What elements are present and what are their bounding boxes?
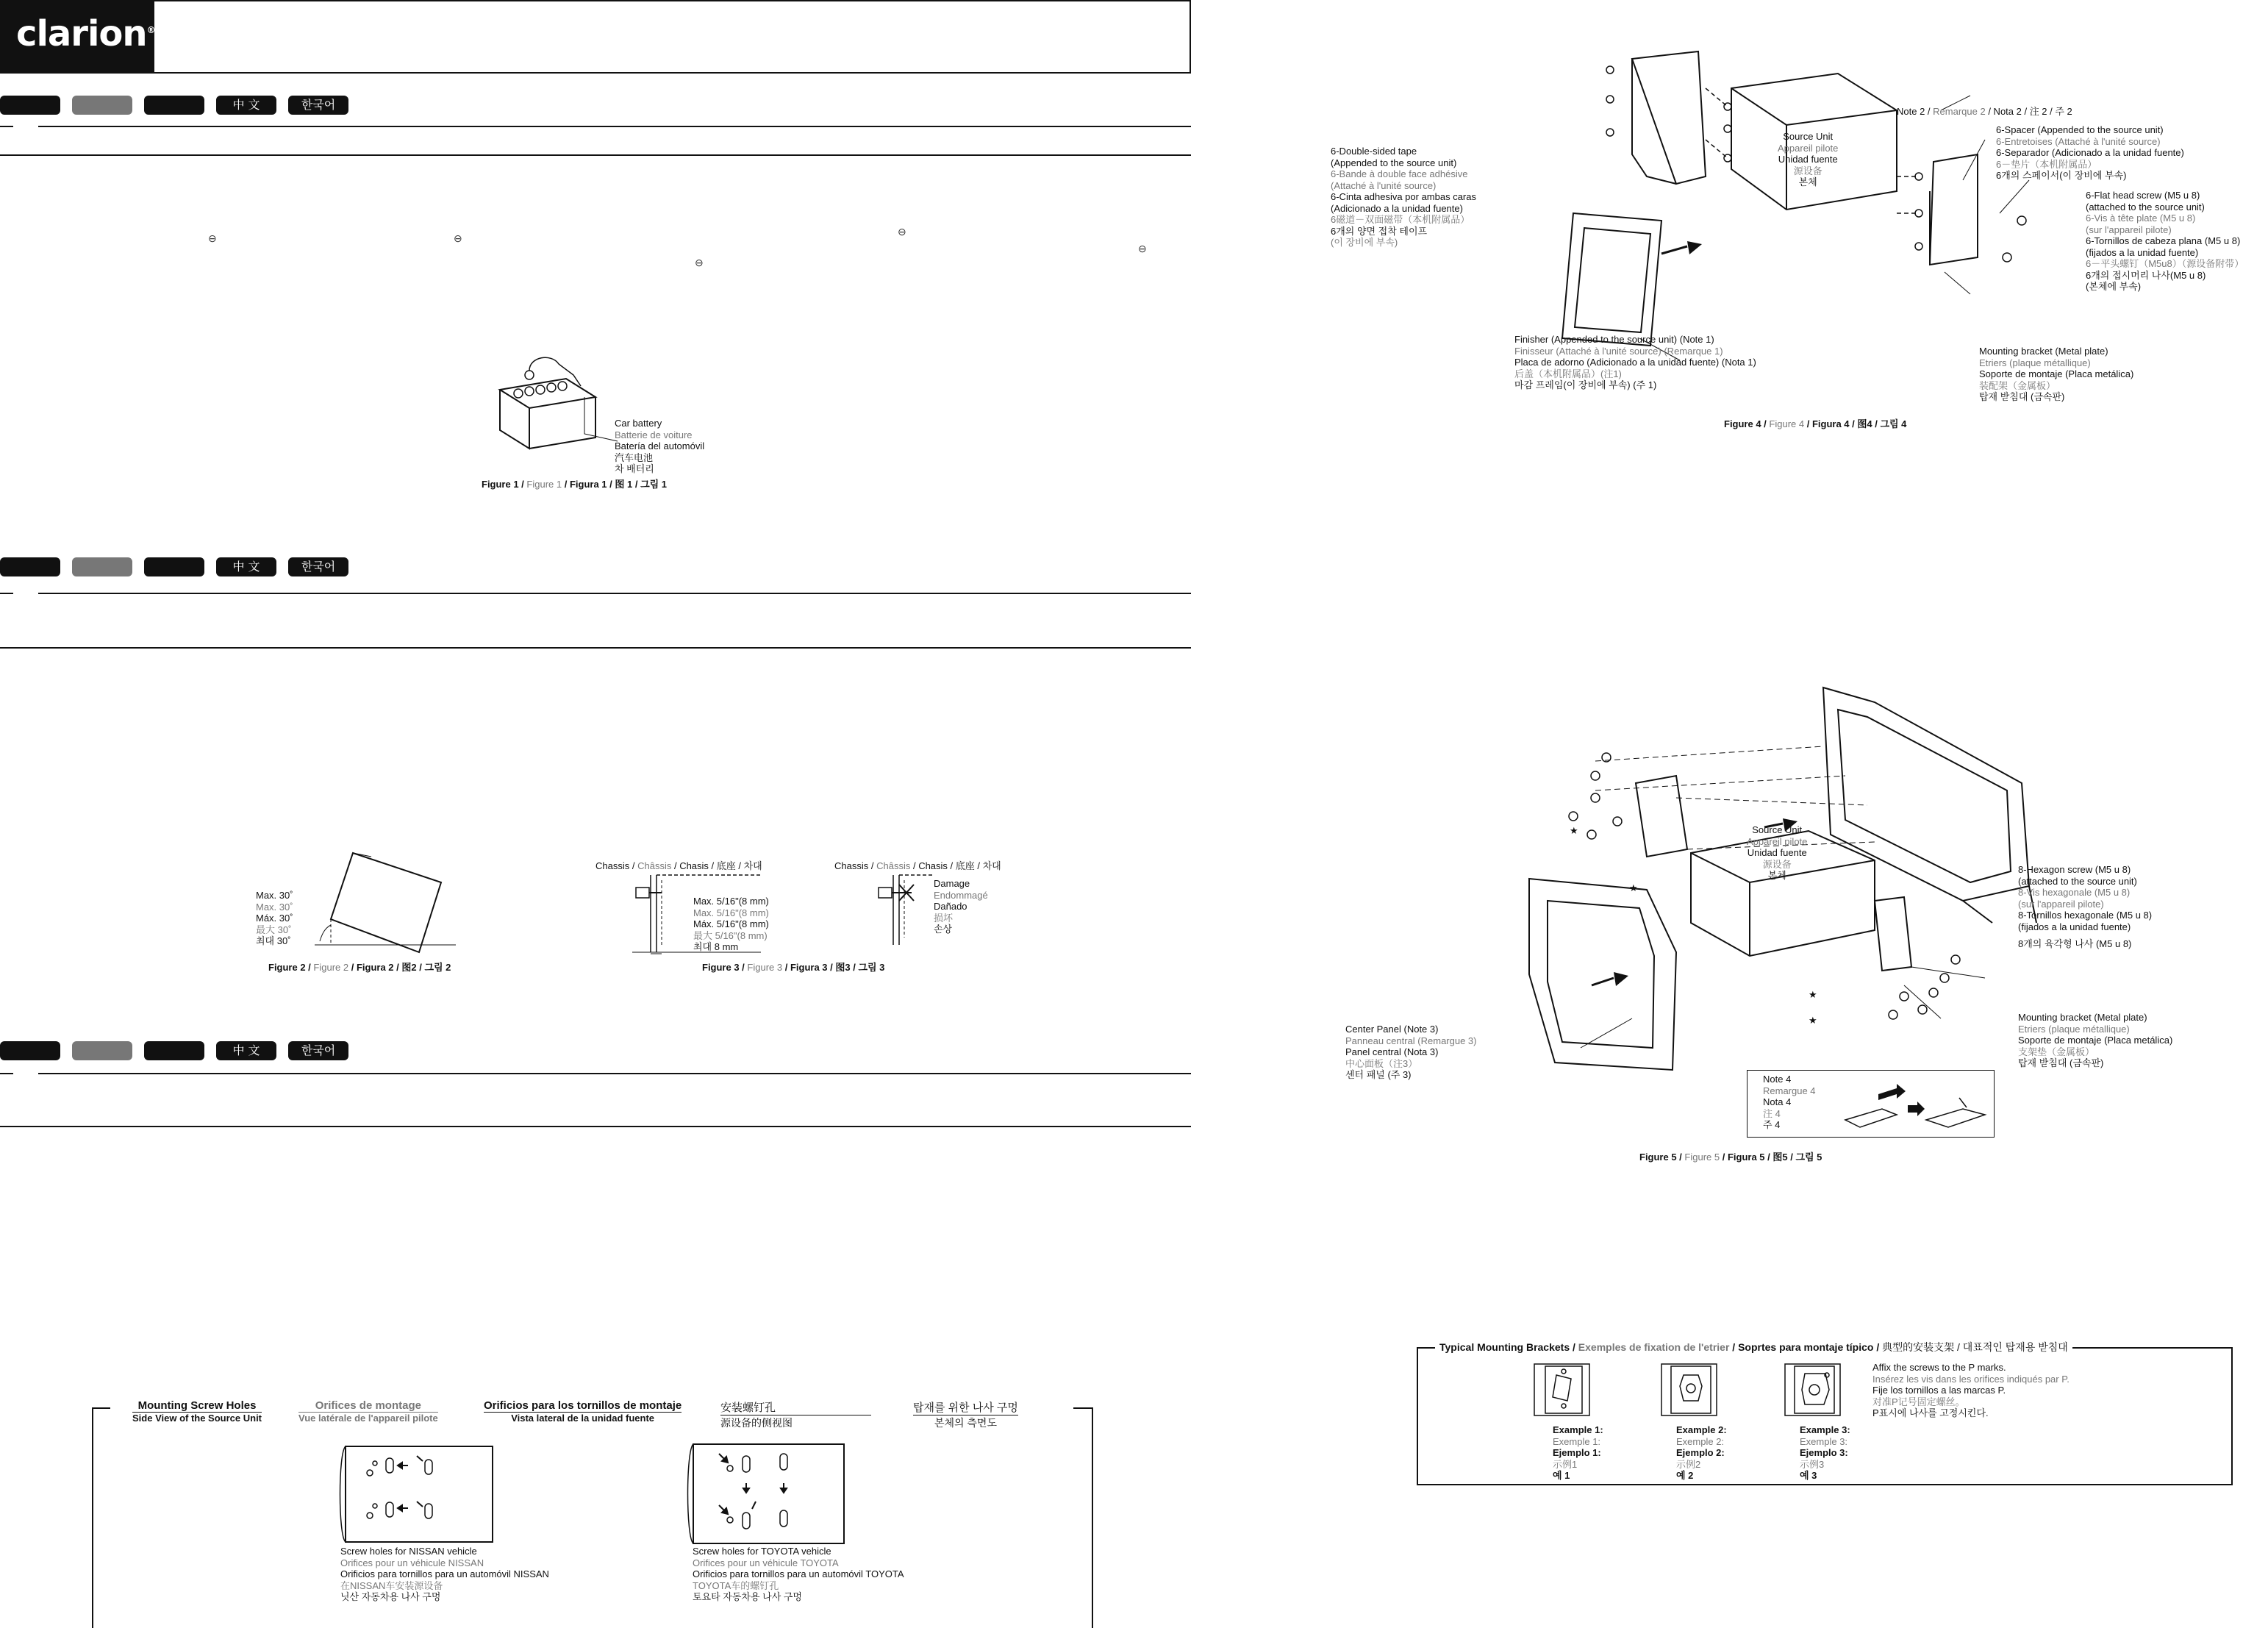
source-unit-label-fig5: Source Unit Appareil pilote Unidad fuente 源设备 본체 <box>1747 824 1808 881</box>
battery-labels: Car battery Batterie de voiture Batería del automóvil 汽车电池 차 배터리 <box>615 418 705 474</box>
figure-5-caption: Figure 5 / Figure 5 / Figura 5 / 图5 / 그림 5 <box>1639 1152 1822 1163</box>
tab-korean[interactable]: 한국어 <box>288 96 348 115</box>
language-tabs-3 <box>0 1041 353 1060</box>
bracket-example-2-diagram <box>1658 1360 1724 1419</box>
bracket-labels-fig5: Mounting bracket (Metal plate) Etriers (plaque métallique) Soporte de montaje (Placa metálica) 支架垫（金属板） 탑재 받침대 (금속판) <box>2018 1012 2173 1068</box>
minus-icon: ⊖ <box>695 257 704 268</box>
example-2-labels: Example 2: Exemple 2: Ejemplo 2: 示例2 예 2 <box>1676 1424 1727 1481</box>
tab-chinese[interactable]: 中 文 <box>216 557 276 576</box>
tab-english[interactable] <box>0 557 60 576</box>
star-marker: ★ <box>1570 825 1578 836</box>
star-marker: ★ <box>1809 989 1817 1000</box>
figure-4-exploded-diagram <box>1559 44 2073 368</box>
tab-spanish[interactable] <box>144 557 204 576</box>
minus-icon: ⊖ <box>898 226 906 238</box>
tab-chinese[interactable]: 中 文 <box>216 1041 276 1060</box>
source-unit-label-fig4: Source Unit Appareil pilote Unidad fuente 源设备 본체 <box>1778 131 1839 188</box>
damage-labels: Damage Endommagé Dañado 损坏 손상 <box>934 878 988 935</box>
section-rule <box>0 593 13 594</box>
figure-1-caption: Figure 1 / Figure 1 / Figura 1 / 图 1 / 그림 1 <box>482 479 668 490</box>
chassis-label-right: Chassis / Châssis / Chasis / 底座 / 차대 <box>834 860 1001 871</box>
tab-chinese[interactable]: 中 文 <box>216 96 276 115</box>
toyota-screw-holes-diagram <box>682 1443 848 1546</box>
nissan-screw-holes-diagram <box>335 1445 496 1544</box>
toyota-labels: Screw holes for TOYOTA vehicle Orifices pour un véhicule TOYOTA Orificios para tornillos para un automóvil TOYOTA TOYOTA车的螺钉孔 토요타 자동차용 나사 구멍 <box>693 1546 904 1602</box>
nissan-labels: Screw holes for NISSAN vehicle Orifices pour un véhicule NISSAN Orificios para tornillos para un automóvil NISSAN 在NISSAN车安装源设备 닛산 자동차용 나사 구멍 <box>340 1546 549 1602</box>
damage-diagram <box>871 871 937 952</box>
section-rule <box>38 126 1191 127</box>
tilt-angle-illustration <box>309 846 456 956</box>
typical-brackets-title: Typical Mounting Brackets / Exemples de fixation de l'etrier / Soprtes para montaje típico / 典型的安装支架 / 대표적인 탑재용 받침대 <box>1435 1340 2072 1354</box>
center-panel-labels: Center Panel (Note 3) Panneau central (Remargue 3) Panel central (Nota 3) 中心面板（注3） 센터 패널 (주 3) <box>1345 1024 1477 1080</box>
clarion-logo: clarion® <box>0 0 154 72</box>
title-english: Mounting Screw Holes Side View of the Source Unit <box>132 1399 262 1424</box>
mounting-screw-holes-box <box>92 1407 1093 1628</box>
tab-korean[interactable]: 한국어 <box>288 557 348 576</box>
section-rule <box>0 154 1191 156</box>
tab-french[interactable] <box>72 96 132 115</box>
angle-labels: Max. 30˚ Max. 30˚ Máx. 30˚ 最大 30˚ 최대 30˚ <box>256 890 293 946</box>
max-depth-labels: Max. 5/16"(8 mm) Max. 5/16"(8 mm) Máx. 5/16"(8 mm) 最大 5/16"(8 mm) 최대 8 mm <box>693 896 769 952</box>
spacer-labels: 6-Spacer (Appended to the source unit) 6-Entretoises (Attaché à l'unité source) 6-Separador (Adicionado a la unidad fuente) 6－垫片（本机附属品） 6개의 스페이서(이 장비에 부속) <box>1996 124 2184 181</box>
tape-labels: 6-Double-sided tape (Appended to the source unit) 6-Bande à double face adhésive (Attaché à l'unité source) 6-Cinta adhesiva por ambas caras (Adicionado a la unidad fuente) 6磁道－双面磁带（本机附属品） 6개의 양면 접착 테이프 (이 장비에 부속) <box>1331 146 1476 248</box>
header-box <box>0 0 1191 74</box>
section-rule <box>0 647 1191 649</box>
finisher-labels: Finisher (Appended to the source unit) (Note 1) Finisseur (Attaché à l'unité source) (Remarque 1) Placa de adorno (Adicionado a la unidad fuente) (Nota 1) 后盖（本机附属品）(注1) 마감 프레임(이 장비에 부속) (주 1) <box>1514 334 1756 390</box>
language-tabs-2 <box>0 557 353 576</box>
flat-screw-labels: 6-Flat head screw (M5 u 8) (attached to the source unit) 6-Vis à tête plate (M5 u 8) (sur l'appareil pilote) 6-Tornillos de cabeza plana (M5 u 8) (fijados a la unidad fuente) 6－平头螺钉（M5u8）（源设备附带） 6개의 접시머리 나사(M5 u 8) (본체에 부속) <box>2086 190 2244 292</box>
hex-screw-labels: 8-Hexagon screw (M5 u 8) (attached to the source unit) 8-Vis hexagonale (M5 u 8) (sur l'appareil pilote) 8-Tornillos hexagonale (M5 u 8) (fijados a la unidad fuente) 8개의 육각형 나사 (M5 u 8) <box>2018 864 2153 949</box>
minus-icon: ⊖ <box>208 232 217 244</box>
example-3-labels: Example 3: Exemple 3: Ejemplo 3: 示例3 예 3 <box>1800 1424 1850 1481</box>
chassis-label-left: Chassis / Châssis / Chasis / 底座 / 차대 <box>595 860 762 871</box>
tab-spanish[interactable] <box>144 96 204 115</box>
bracket-labels-fig4: Mounting bracket (Metal plate) Etriers (plaque métallique) Soporte de montaje (Placa metálica) 装配架（金属板） 탑재 받침대 (금속판) <box>1979 346 2134 402</box>
section-rule <box>38 593 1191 594</box>
section-rule <box>38 1073 1191 1074</box>
star-marker: ★ <box>1809 1015 1817 1026</box>
note-4-labels: Note 4 Remargue 4 Nota 4 注 4 주 4 <box>1763 1074 1816 1130</box>
language-tabs-1 <box>0 96 353 115</box>
tab-french[interactable] <box>72 1041 132 1060</box>
title-korean: 탑재를 위한 나사 구멍 본체의 측면도 <box>913 1402 1018 1429</box>
star-marker: ★ <box>1629 882 1638 893</box>
tab-korean[interactable]: 한국어 <box>288 1041 348 1060</box>
figure-2-caption: Figure 2 / Figure 2 / Figura 2 / 图2 / 그림 2 <box>268 962 451 973</box>
tab-french[interactable] <box>72 557 132 576</box>
tab-english[interactable] <box>0 96 60 115</box>
example-1-labels: Example 1: Exemple 1: Ejemplo 1: 示例1 예 1 <box>1553 1424 1603 1481</box>
title-spanish: Orificios para los tornillos de montaje Vista lateral de la unidad fuente <box>484 1399 682 1424</box>
figure-4-caption: Figure 4 / Figure 4 / Figura 4 / 图4 / 그림 4 <box>1724 418 1907 429</box>
note-2-label: Note 2 / Remarque 2 / Nota 2 / 注 2 / 주 2 <box>1897 106 2072 117</box>
note-4-illustration <box>1838 1072 1989 1135</box>
minus-icon: ⊖ <box>454 232 462 244</box>
title-french: Orifices de montage Vue latérale de l'appareil pilote <box>298 1399 438 1424</box>
figure-3-caption: Figure 3 / Figure 3 / Figura 3 / 图3 / 그림 3 <box>702 962 885 973</box>
bracket-example-3-diagram <box>1781 1360 1847 1419</box>
section-rule <box>0 1126 1191 1127</box>
section-rule <box>0 126 13 127</box>
section-rule <box>0 1073 13 1074</box>
battery-illustration <box>485 346 618 456</box>
tab-spanish[interactable] <box>144 1041 204 1060</box>
minus-icon: ⊖ <box>1138 243 1147 254</box>
title-chinese: 安装螺钉孔 源设备的侧视图 <box>720 1399 871 1430</box>
bracket-example-1-diagram <box>1531 1360 1597 1419</box>
tab-english[interactable] <box>0 1041 60 1060</box>
affix-instructions: Affix the screws to the P marks. Insérez les vis dans les orifices indiqués par P. Fije los tornillos a las marcas P. 对准P记号固定螺丝。 P표시에 나사를 고정시킨다. <box>1872 1362 2070 1418</box>
